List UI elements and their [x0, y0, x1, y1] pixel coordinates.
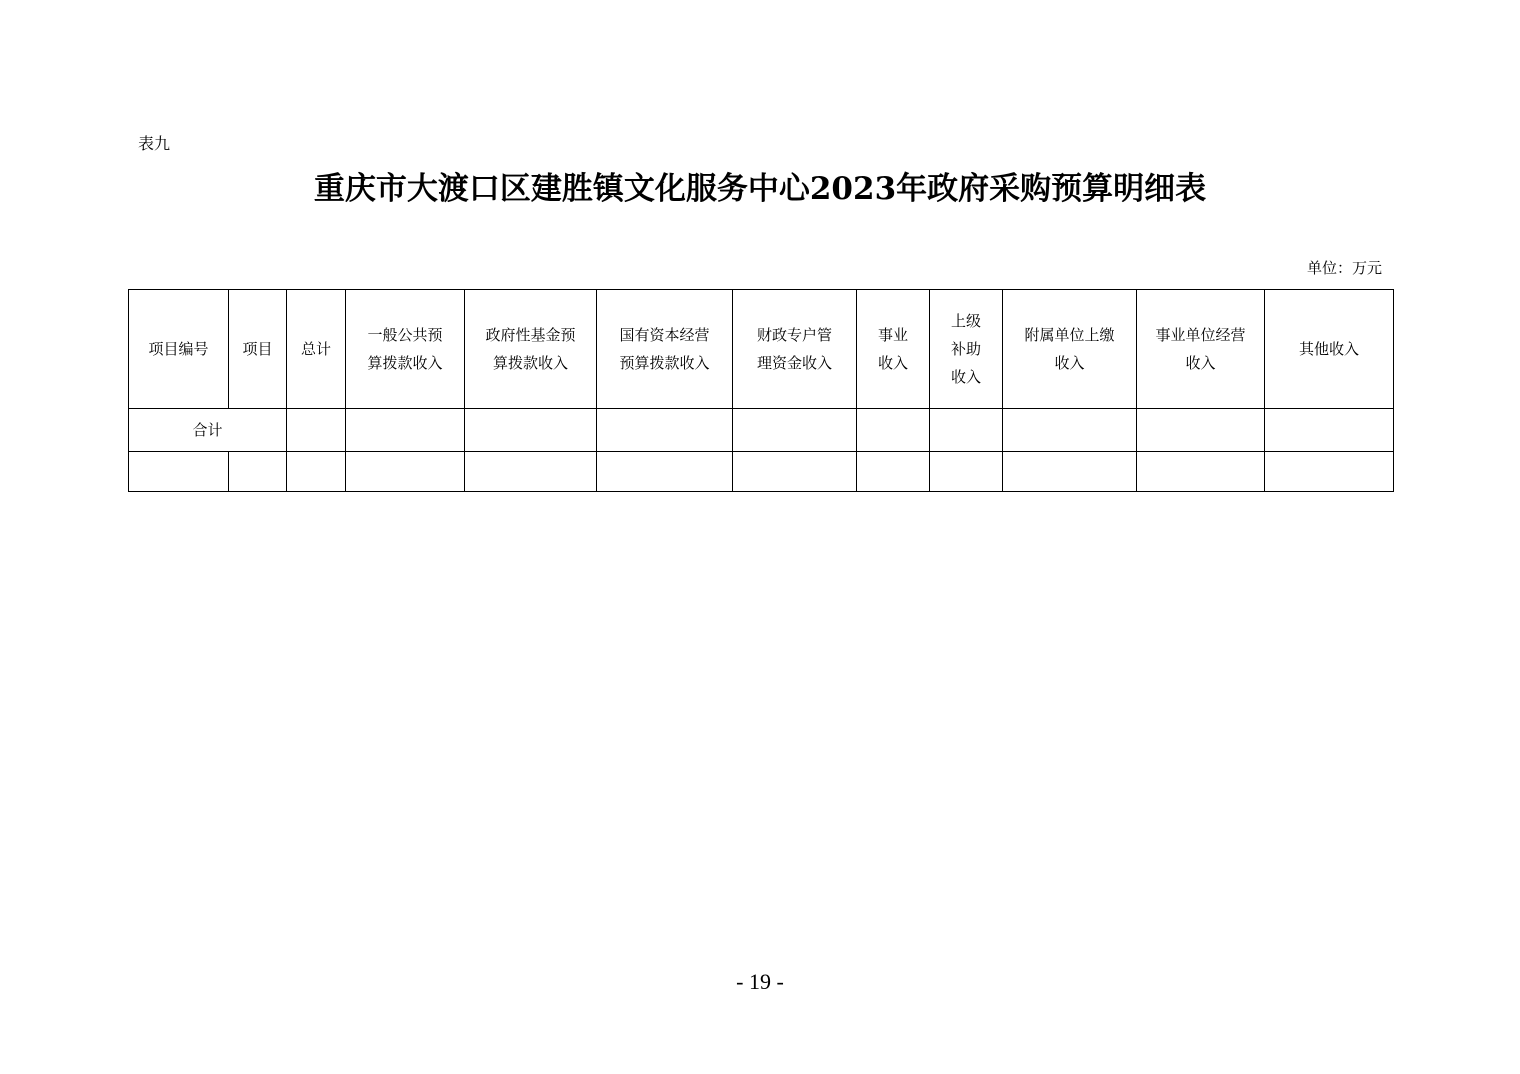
table-cell	[930, 409, 1003, 452]
header-business-operating-income	[1137, 290, 1265, 409]
table-label: 表九	[138, 134, 171, 153]
header-line: 上级	[950, 312, 981, 330]
header-line: 预算拨款收入	[619, 354, 710, 372]
header-state-capital-budget	[597, 290, 733, 409]
header-total	[287, 290, 346, 409]
table-cell	[733, 409, 857, 452]
header-line: 项目编号	[148, 340, 209, 358]
table-cell	[129, 452, 229, 492]
table-cell	[287, 409, 346, 452]
table-cell	[733, 452, 857, 492]
header-other-income	[1265, 290, 1394, 409]
header-business-income	[857, 290, 930, 409]
table-cell	[597, 409, 733, 452]
header-line: 收入	[1185, 354, 1216, 372]
document-title: 重庆市大渡口区建胜镇文化服务中心2023年政府采购预算明细表	[313, 171, 1207, 207]
table-cell	[1265, 452, 1394, 492]
header-special-account-funds	[733, 290, 857, 409]
header-general-public-budget	[346, 290, 465, 409]
header-row	[129, 290, 1394, 409]
table-cell	[857, 409, 930, 452]
unit-label: 单位：万元	[1306, 259, 1382, 277]
header-line: 收入	[950, 368, 981, 386]
table-cell	[229, 452, 287, 492]
total-label: 合计	[129, 409, 287, 452]
table-cell	[287, 452, 346, 492]
header-line: 政府性基金预	[485, 326, 576, 344]
header-line: 理资金收入	[756, 354, 832, 372]
header-line: 附属单位上缴	[1024, 326, 1115, 344]
table-cell	[465, 409, 597, 452]
table-cell	[1003, 452, 1137, 492]
total-row	[129, 409, 1394, 452]
header-line: 财政专户管	[756, 326, 832, 344]
header-project-code	[129, 290, 229, 409]
table-row	[129, 452, 1394, 492]
header-line: 算拨款收入	[492, 354, 568, 372]
table-cell	[857, 452, 930, 492]
table-cell	[1137, 452, 1265, 492]
header-line: 事业单位经营	[1155, 326, 1246, 344]
header-line: 其他收入	[1298, 340, 1359, 358]
table-cell	[346, 409, 465, 452]
procurement-budget-table	[128, 289, 1394, 492]
header-project	[229, 290, 287, 409]
header-line: 国有资本经营	[619, 326, 710, 344]
header-line: 事业	[877, 326, 908, 344]
table-cell	[1265, 409, 1394, 452]
table-cell	[1003, 409, 1137, 452]
header-line: 项目	[242, 340, 273, 358]
header-line: 总计	[300, 340, 331, 358]
table-cell	[1137, 409, 1265, 452]
table-cell	[465, 452, 597, 492]
header-line: 收入	[877, 354, 908, 372]
table-cell	[597, 452, 733, 492]
header-line: 补助	[950, 340, 981, 358]
header-line: 算拨款收入	[367, 354, 443, 372]
header-line: 收入	[1054, 354, 1085, 372]
page-number: - 19 -	[736, 969, 784, 994]
header-affiliated-unit-payment	[1003, 290, 1137, 409]
header-line: 一般公共预	[367, 326, 443, 344]
header-superior-subsidy	[930, 290, 1003, 409]
header-government-fund-budget	[465, 290, 597, 409]
table-cell	[346, 452, 465, 492]
table-cell	[930, 452, 1003, 492]
